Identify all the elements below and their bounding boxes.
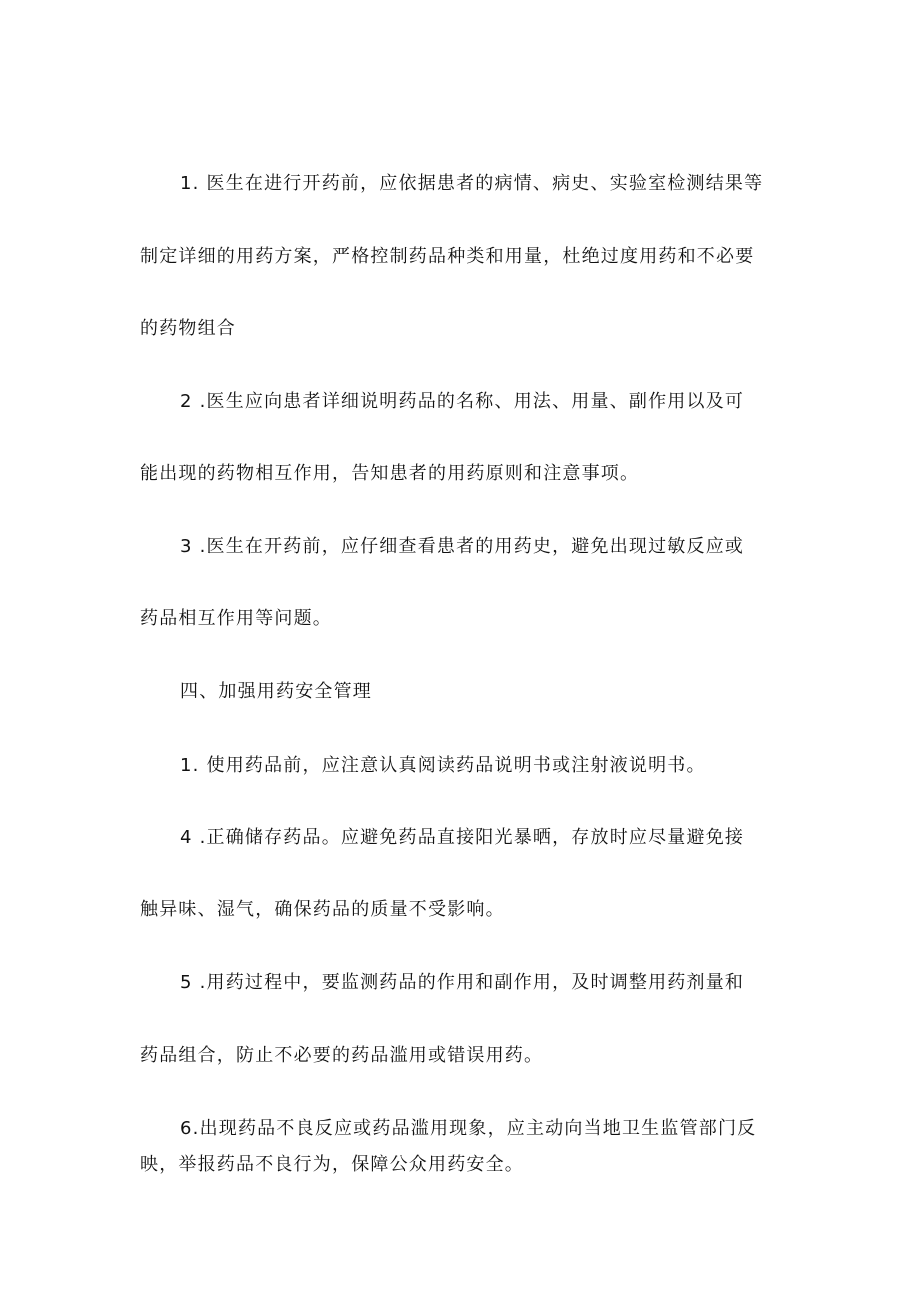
paragraph-2-line-1: 2 .医生应向患者详细说明药品的名称、用法、用量、副作用以及可 bbox=[180, 391, 745, 412]
paragraph-1-line-3: 的药物组合 bbox=[140, 318, 236, 339]
paragraph-3-line-1: 3 .医生在开药前，应仔细查看患者的用药史，避免出现过敏反应或 bbox=[180, 536, 745, 557]
section-item-4-line-1: 4 .正确储存药品。应避免药品直接阳光暴晒，存放时应尽量避免接 bbox=[180, 827, 745, 848]
paragraph-1-line-1: 1. 医生在进行开药前，应依据患者的病情、病史、实验室检测结果等 bbox=[180, 173, 764, 194]
section-item-5-line-2: 药品组合，防止不必要的药品滥用或错误用药。 bbox=[140, 1045, 544, 1066]
section-item-4-line-2: 触异味、湿气，确保药品的质量不受影响。 bbox=[140, 899, 505, 920]
section-item-1-line-1: 1. 使用药品前，应注意认真阅读药品说明书或注射液说明书。 bbox=[180, 755, 706, 776]
section-heading: 四、加强用药安全管理 bbox=[180, 681, 372, 702]
paragraph-2-line-2: 能出现的药物相互作用，告知患者的用药原则和注意事项。 bbox=[140, 463, 640, 484]
section-item-6-line-1: 6.出现药品不良反应或药品滥用现象，应主动向当地卫生监管部门反 bbox=[180, 1118, 757, 1139]
section-item-5-line-1: 5 .用药过程中，要监测药品的作用和副作用，及时调整用药剂量和 bbox=[180, 972, 745, 993]
paragraph-1-line-2: 制定详细的用药方案，严格控制药品种类和用量，杜绝过度用药和不必要 bbox=[140, 246, 755, 267]
paragraph-3-line-2: 药品相互作用等问题。 bbox=[140, 608, 332, 629]
section-item-6-line-2: 映，举报药品不良行为，保障公众用药安全。 bbox=[140, 1154, 524, 1175]
